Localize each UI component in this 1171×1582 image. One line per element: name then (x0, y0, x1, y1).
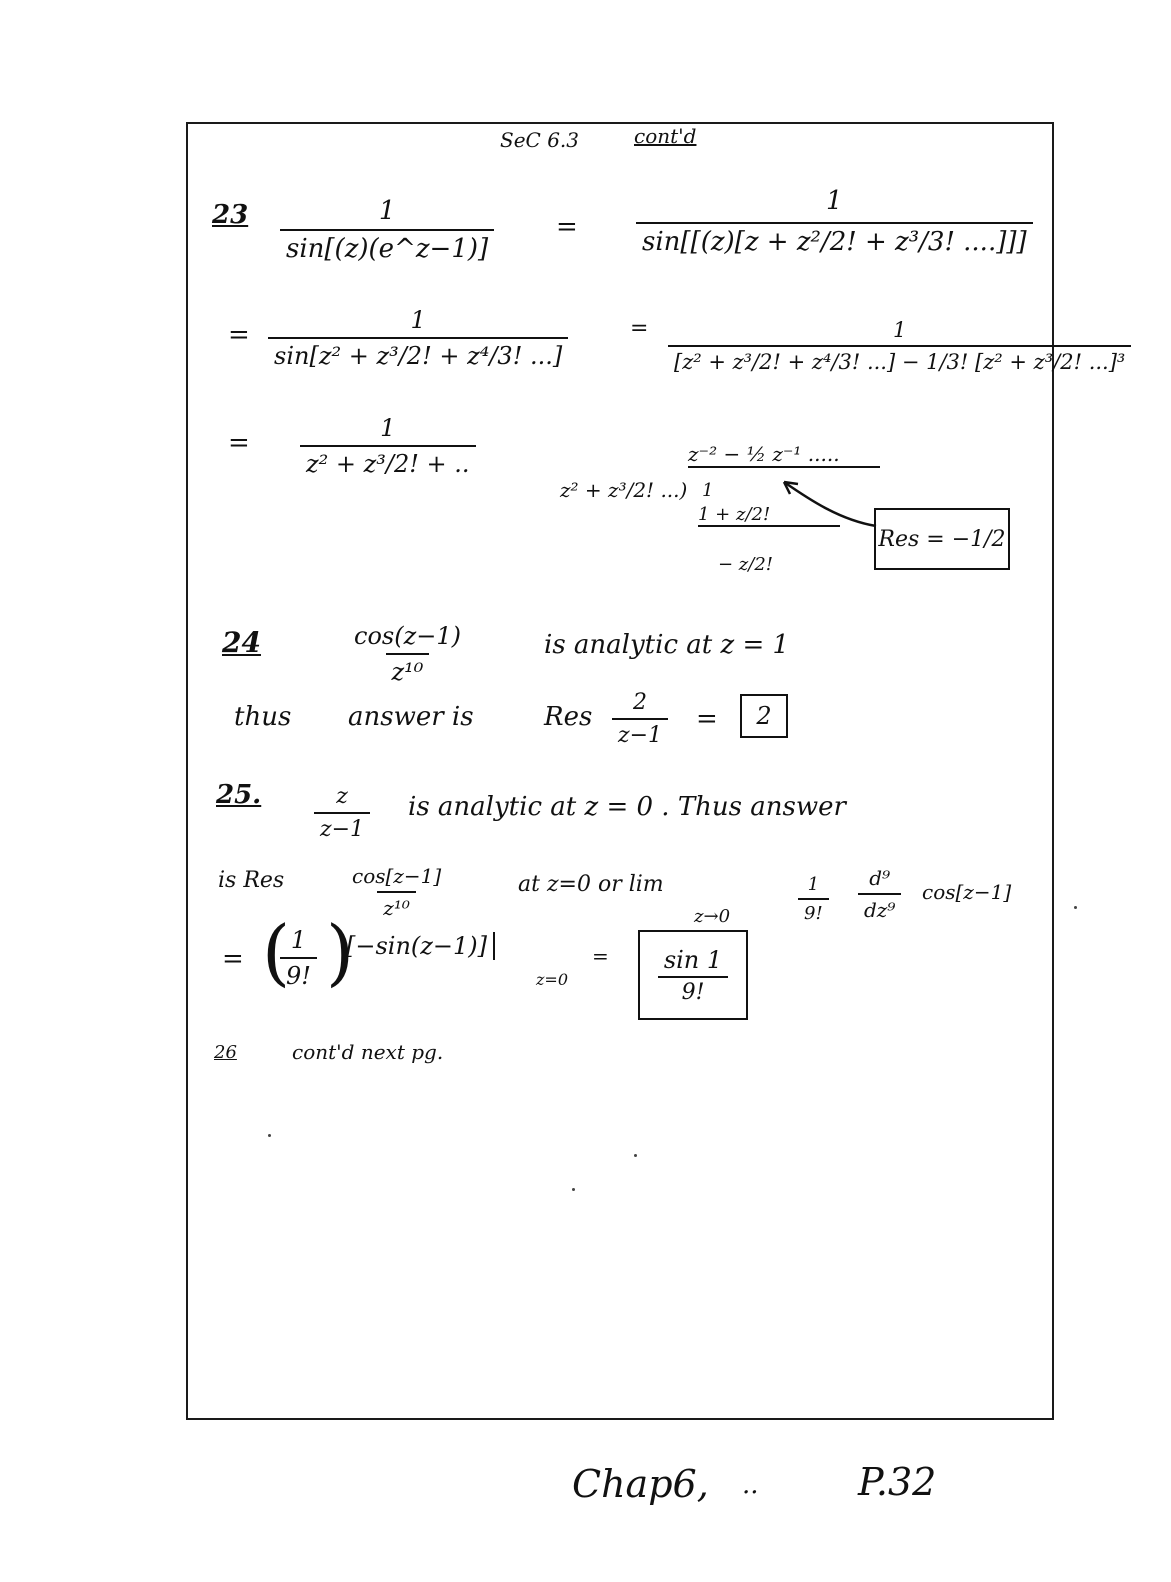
p25-lim-sub: z→0 (694, 906, 731, 927)
stray-dot (572, 1188, 575, 1191)
problem-24-label: 24 (222, 626, 261, 659)
p24-answer-box: 2 (740, 694, 788, 738)
footer-chapter: Chap6, (572, 1462, 709, 1506)
p24-res-frac (612, 690, 668, 748)
p25-equals: = (222, 944, 244, 974)
p25-is-res: is Res (218, 868, 285, 893)
p23-eq2-num: 1 (410, 306, 426, 334)
stray-dot (268, 1134, 271, 1137)
p25-deriv (858, 866, 901, 922)
p24-expr-num: cos(z−1) (354, 622, 461, 650)
p24-equals: = (696, 704, 718, 734)
p23-eq3-num: 1 (380, 414, 396, 442)
p23-eq3-den: z² + z³/2! + .. (300, 445, 476, 478)
division-quotient: z⁻² − ½ z⁻¹ ..... (688, 442, 880, 468)
stray-dot (1074, 906, 1077, 909)
arrow-to-res (770, 470, 890, 540)
p23-eq2-equals: = (228, 320, 250, 350)
p23-eq1-rhs-den: sin[[(z)[z + z²/2! + z³/3! ....]]] (636, 222, 1033, 257)
section-heading: SeC 6.3 (500, 128, 580, 152)
p23-eq1-equals: = (556, 212, 578, 242)
p25-answer-box (638, 930, 748, 1020)
p26-text: cont'd next pg. (292, 1040, 444, 1064)
p25-paren-right: ) (326, 910, 355, 994)
p23-eq1-rhs (636, 186, 1033, 257)
p23-eq3 (300, 414, 476, 478)
footer-dots: .. (742, 1470, 759, 1500)
p23-eq3-equals: = (228, 428, 250, 458)
p25-eval-at: z=0 (536, 970, 569, 989)
p25-res-frac (346, 864, 447, 920)
p25-coef-num: 1 (807, 874, 820, 895)
p23-eq2-equals-2: = (630, 316, 649, 341)
stray-dot (634, 1154, 637, 1157)
p25-coef-den: 9! (798, 898, 829, 924)
p25-equals-2: = (592, 944, 609, 968)
p25-deriv-fn: cos[z−1] (922, 880, 1012, 904)
p23-eq1-lhs-num: 1 (378, 196, 396, 226)
p25-frac-num: z (336, 784, 348, 809)
p24-expr-den: z¹⁰ (386, 653, 430, 686)
p24-res-den: z−1 (612, 718, 668, 748)
problem-26-label: 26 (214, 1042, 237, 1063)
p23-eq2-lhs (268, 306, 568, 370)
p23-eq1-lhs (280, 196, 494, 264)
p24-expr (348, 622, 467, 686)
p25-ans-den: 9! (681, 979, 705, 1005)
p25-at-z0: at z=0 or lim (518, 872, 664, 897)
division-line-3: − z/2! (718, 554, 774, 575)
p25-line1: is analytic at z = 0 . Thus answer (408, 792, 846, 822)
p25-frac (314, 784, 370, 842)
p24-answer-is: answer is (348, 702, 474, 732)
p23-eq2-rhs-num: 1 (892, 318, 907, 342)
p25-res-den: z¹⁰ (377, 891, 416, 920)
p25-deriv-num: d⁹ (869, 866, 891, 890)
p25-ans-num: sin 1 (658, 946, 728, 978)
p25-paren-frac (280, 926, 317, 990)
p23-eq1-lhs-den: sin[(z)(e^z−1)] (280, 229, 494, 264)
p23-eq2-den: sin[z² + z³/2! + z⁴/3! ...] (268, 337, 568, 370)
p23-eq2-rhs (668, 318, 1131, 374)
p23-eq2-rhs-den: [z² + z³/2! + z⁴/3! ...] − 1/3! [z² + z³/2! ...]³ (668, 345, 1131, 374)
p24-thus: thus (234, 702, 292, 732)
p24-res: Res (544, 702, 593, 732)
division-divisor: z² + z³/2! ...) (560, 478, 688, 502)
problem-23-label: 23 (212, 200, 249, 230)
p25-deriv-den: dz⁹ (858, 893, 901, 922)
res-answer-box: Res = −1/2 (874, 508, 1010, 570)
p24-res-num: 2 (633, 690, 648, 715)
footer-page-number: P.32 (858, 1460, 937, 1504)
p24-line1: is analytic at z = 1 (544, 630, 790, 660)
division-line-1: 1 (702, 480, 714, 501)
p25-paren-num: 1 (290, 926, 307, 954)
division-line-2: 1 + z/2! (698, 504, 840, 527)
p23-eq1-rhs-num: 1 (826, 186, 843, 216)
p25-frac-den: z−1 (314, 812, 370, 842)
p25-bracket: [−sin(z−1)] (346, 932, 495, 960)
p25-paren-left: ( (262, 910, 291, 994)
p25-coef (798, 874, 829, 924)
contd-heading: cont'd (634, 124, 697, 148)
p25-res-num: cos[z−1] (352, 864, 442, 888)
p25-paren-den: 9! (280, 957, 317, 990)
problem-25-label: 25. (216, 780, 262, 810)
